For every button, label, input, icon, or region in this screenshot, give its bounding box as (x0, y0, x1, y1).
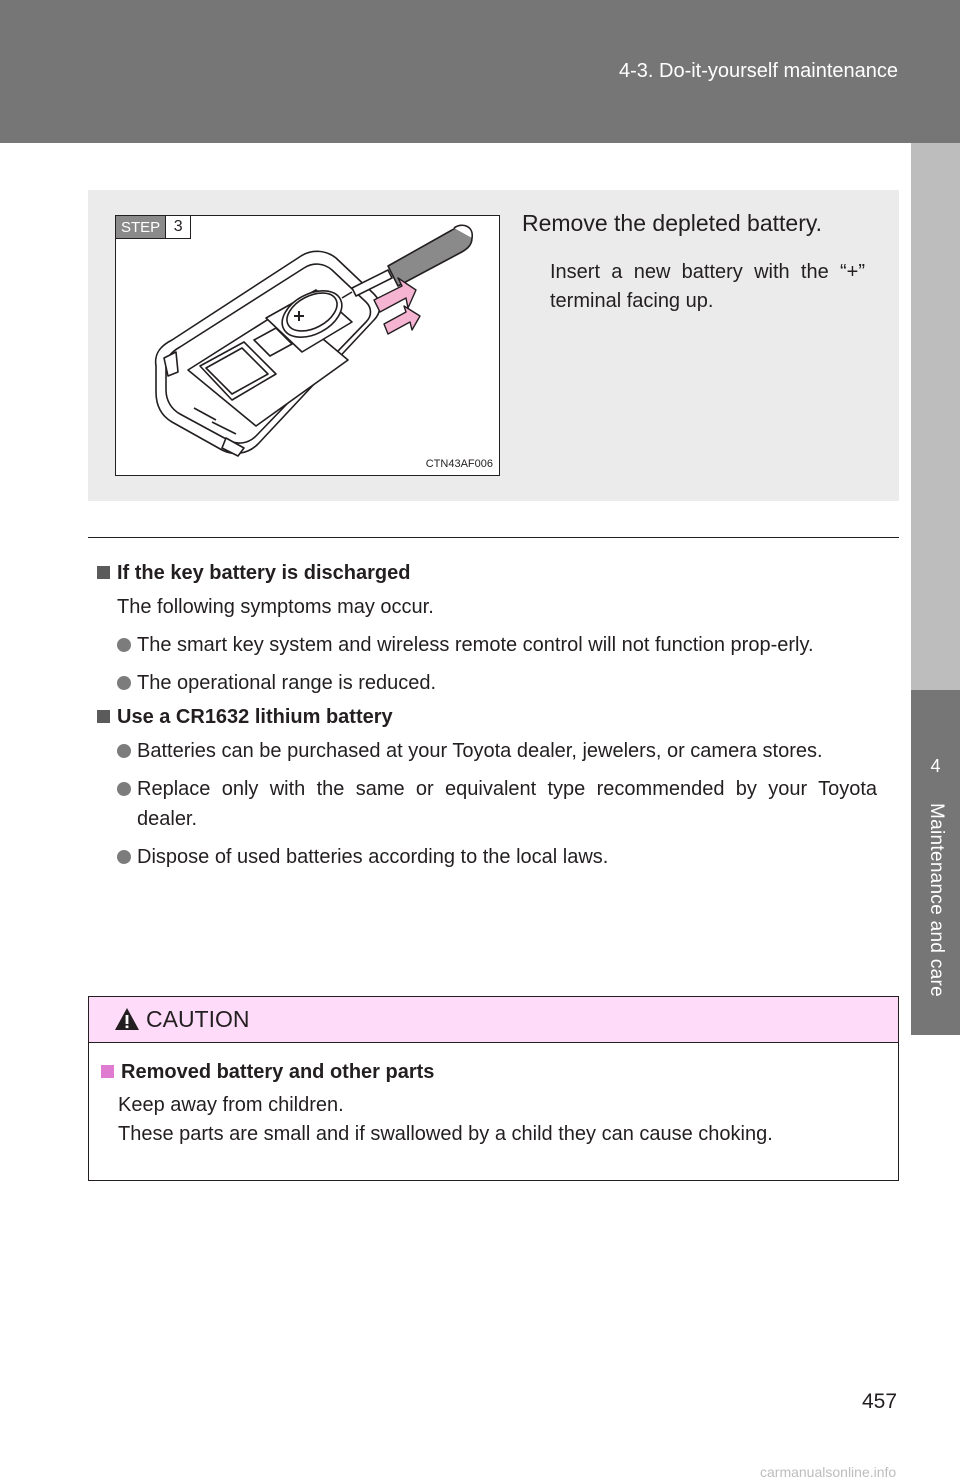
illustration-code: CTN43AF006 (425, 458, 493, 470)
note-heading-text: If the key battery is discharged (117, 562, 411, 584)
section-title: 4-3. Do-it-yourself maintenance (618, 60, 898, 82)
section-divider (88, 537, 899, 538)
note-heading-text: Use a CR1632 lithium battery (117, 706, 393, 728)
list-item-text: Dispose of used batteries according to the local laws. (137, 846, 609, 868)
caution-line: Keep away from children. (118, 1094, 344, 1116)
note-heading (97, 706, 877, 729)
step-illustration (115, 215, 500, 476)
caution-header (89, 997, 898, 1043)
chapter-label: Maintenance and care (926, 802, 947, 998)
step-title: Remove the depleted battery. (522, 210, 823, 236)
caution-heading-text: Removed battery and other parts (121, 1061, 435, 1083)
caution-title: CAUTION (146, 1006, 250, 1032)
key-fob-battery-illustration (116, 216, 500, 476)
circle-bullet-icon (117, 676, 131, 690)
circle-bullet-icon (117, 638, 131, 652)
step-badge (116, 216, 191, 239)
list-item (97, 630, 877, 660)
notes (97, 562, 877, 880)
warning-triangle-icon (114, 1006, 140, 1032)
chapter-number: 4 (930, 756, 941, 776)
side-tab-upper (911, 143, 960, 690)
step-badge-label: STEP (116, 216, 166, 239)
note-intro: The following symptoms may occur. (117, 596, 434, 618)
circle-bullet-icon (117, 850, 131, 864)
list-item-text: The operational range is reduced. (137, 672, 437, 694)
page-header (0, 0, 960, 143)
step-badge-number: 3 (166, 216, 191, 239)
list-item-text: The smart key system and wireless remote control will not function prop-erly. (137, 634, 814, 656)
caution-body (89, 1043, 898, 1149)
note-heading (97, 562, 877, 585)
list-item (97, 736, 877, 766)
list-item (97, 668, 877, 698)
list-item (97, 774, 877, 834)
caution-box (88, 996, 899, 1181)
caution-line: These parts are small and if swallowed by a child they can cause choking. (118, 1123, 773, 1145)
list-item-text: Batteries can be purchased at your Toyota dealer, jewelers, or camera stores. (137, 740, 823, 762)
square-bullet-icon (101, 1065, 114, 1078)
list-item (97, 842, 877, 872)
square-bullet-icon (97, 566, 110, 579)
caution-heading (101, 1061, 898, 1084)
step-instruction: Insert a new battery with the “+” terminal facing up. (550, 261, 865, 312)
watermark: carmanualsonline.info (760, 1464, 897, 1480)
circle-bullet-icon (117, 744, 131, 758)
circle-bullet-icon (117, 782, 131, 796)
list-item-text: Replace only with the same or equivalent type recommended by your Toyota dealer. (137, 778, 877, 830)
page-number: 457 (862, 1390, 898, 1413)
square-bullet-icon (97, 710, 110, 723)
